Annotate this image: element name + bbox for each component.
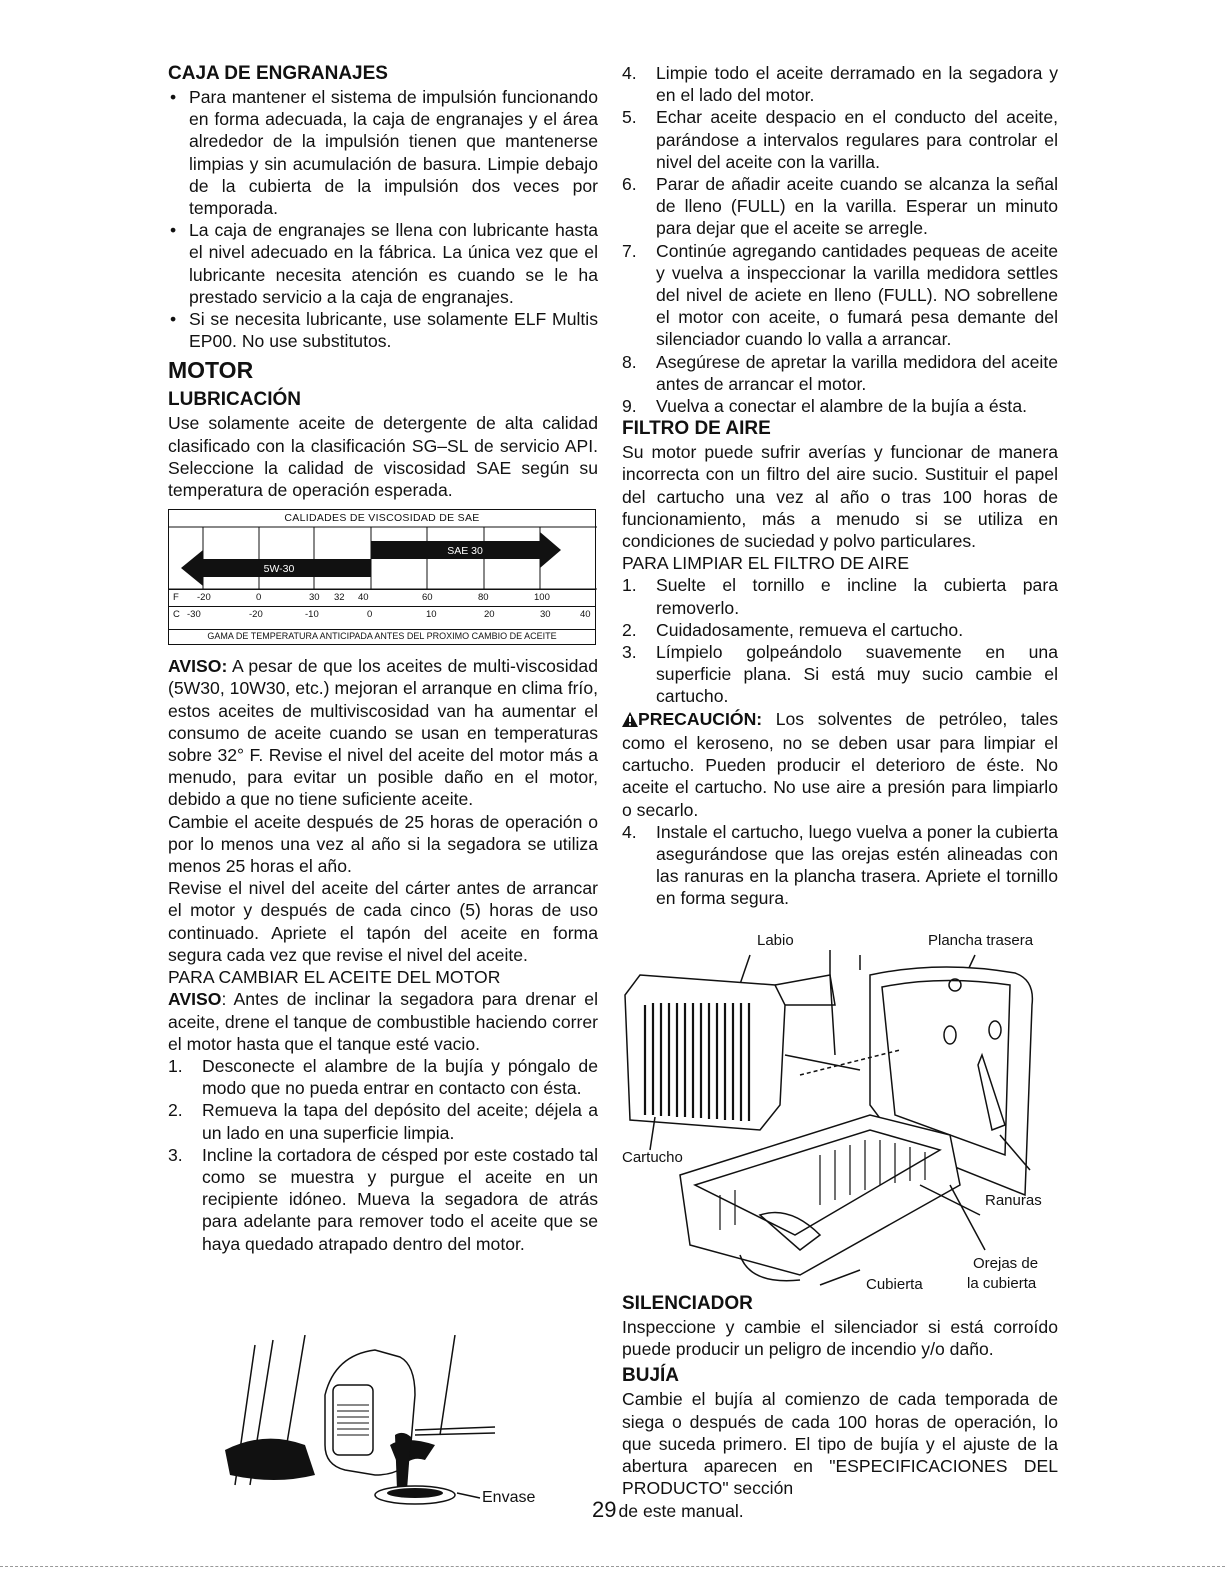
clean-filter-steps-continued [622, 821, 1058, 910]
step-text: Echar aceite despacio en el conducto del aceite, parándose a intervalos regulares para controlar el nivel del aceite con la varilla. [656, 107, 1058, 172]
list-item [622, 351, 1058, 395]
fahrenheit-scale [169, 589, 595, 605]
f-tick: 30 [309, 592, 320, 604]
5w30-label: 5W-30 [263, 563, 295, 576]
cover-tabs-label-2: la cubierta [967, 1275, 1037, 1292]
muffler-text: Inspeccione y cambie el silenciador si está corroído puede producir un peligro de incendio y/o daño. [622, 1317, 1058, 1360]
oil-change-steps [168, 1055, 598, 1255]
step-number: 5. [622, 107, 637, 128]
list-item [622, 821, 1058, 910]
f-tick: 40 [358, 592, 369, 604]
notice-text-2: : Antes de inclinar la segadora para drenar el aceite, drene el tanque de combustible haciendo correr el motor hasta que el tanque esté vacio. [168, 989, 598, 1054]
notice-label: AVISO: [168, 656, 228, 677]
cover-label: Cubierta [866, 1276, 923, 1293]
c-tick: 30 [540, 609, 551, 621]
step-number: 7. [622, 240, 637, 261]
gear-box-list [168, 86, 598, 352]
container-label: Envase [482, 1489, 536, 1506]
step-number: 8. [622, 351, 637, 372]
step-text: Vuelva a conectar el alambre de la bujía a ésta. [656, 396, 1027, 417]
step-number: 1. [168, 1055, 183, 1076]
notice-text: A pesar de que los aceites de multi-viscosidad (5W30, 10W30, etc.) mejoran el arranque en clima frío, estos aceites de multiviscosidad van ha aumentar el consumo de aceite cuando se usan en temperaturas sobre 32° F. Revise el nivel del aceite del motor más a menudo, para evitar un posible daño en el motor, debido a que no tiene suficiente aceite. [168, 656, 598, 810]
list-item [622, 62, 1058, 106]
viscosity-chart-graphic [169, 510, 597, 646]
step-text: Instale el cartucho, luego vuelva a poner la cubierta asegurándose que las orejas estén alineadas con las ranuras en la plancha trasera. Apriete el tornillo en forma segura. [656, 821, 1058, 909]
list-item [622, 395, 1058, 417]
step-text: Continúe agregando cantidades pequeas de aceite y vuelva a inspeccionar la varilla medidora settles del nivel de aciete en lleno (FULL). NO sobrellene el motor con aceite, o fumará pesa demante del silenciador cuando lo valla a arrancar. [656, 240, 1058, 350]
change-oil-heading: PARA CAMBIAR EL ACEITE DEL MOTOR [168, 967, 501, 988]
f-tick: 100 [534, 592, 550, 604]
oil-change-text: Cambie el aceite después de 25 horas de operación o por lo menos una vez al año si la segadora se utiliza menos 25 horas el año. [168, 811, 598, 877]
motor-heading: MOTOR [168, 357, 254, 384]
air-filter-heading: FILTRO DE AIRE [622, 418, 771, 440]
step-number: 6. [622, 174, 637, 195]
caution-text: Los solventes de petróleo, tales como el keroseno, no se deben usar para limpiar el cartucho. Pueden producir el deterioro de éste. No aceite el cartucho. No use aire a presión para limpiarlo o secarlo. [622, 708, 1058, 820]
muffler-heading: SILENCIADOR [622, 1293, 753, 1314]
caution-label: PRECAUCIÓN: [638, 708, 763, 729]
list-item [622, 106, 1058, 173]
step-text: Parar de añadir aceite cuando se alcanza la señal de lleno (FULL) en la varilla. Esperar un minuto para dejar que el aceite se arregle. [656, 174, 1058, 239]
step-number: 9. [622, 396, 637, 417]
c-tick: 40 [580, 609, 591, 621]
warning-icon [622, 710, 638, 732]
lower-right-column [592, 1292, 1058, 1523]
list-item [168, 1144, 598, 1255]
right-column [622, 62, 1058, 910]
list-item [622, 240, 1058, 351]
list-item [622, 173, 1058, 240]
notice-label-2: AVISO [168, 989, 222, 1010]
lubrication-text: Use solamente aceite de detergente de alta calidad clasificado con la clasificación SG–SL de servicio API. Seleccione la calidad de viscosidad SAE según su temperatura de operación esperada. [168, 413, 598, 501]
notice-paragraph-2 [168, 988, 598, 1055]
sae30-label: SAE 30 [447, 545, 483, 558]
step-number: 2. [168, 1100, 183, 1121]
oil-check-text: Revise el nivel del aceite del cárter antes de arrancar el motor y después de cada cinco (5) horas de uso continuado. Apriete el tapón del aceite en forma segura cada vez que revise el nivel del aceite. [168, 878, 598, 965]
spark-plug-text: Cambie el bujía al comienzo de cada temporada de siega o después de cada 100 horas de operación, lo que suceda primero. El tipo de bujía y el ajuste de la abertura aparecen en "ESPECIFICACIONES DEL PRODUCTO" sección [622, 1389, 1058, 1499]
spark-plug-heading: BUJÍA [622, 1365, 680, 1387]
list-item: • La caja de engranajes se llena con lubricante hasta el nivel adecuado en la fábrica. La única vez que el lubricante necesita atención es cuando se le ha prestado servicio a la caja de engranajes. [168, 219, 598, 308]
page-bottom-edge [0, 1566, 1225, 1567]
clean-filter-steps [622, 574, 1058, 707]
step-number: 1. [622, 575, 637, 596]
step-number: 3. [168, 1144, 183, 1165]
f-label: F [173, 592, 179, 604]
step-text: Desconecte el alambre de la bujía y póngalo de modo que no pueda entrar en contacto con ésta. [202, 1055, 598, 1099]
notice-paragraph [168, 655, 598, 810]
f-tick: 32 [334, 592, 345, 604]
c-label: C [173, 609, 180, 621]
list-item: • Para mantener el sistema de impulsión funcionando en forma adecuada, la caja de engranajes y el área alrededor de la impulsión tienen que mantenerse limpias y sin acumulación de basura. Limpie debajo de la cubierta de la impulsión dos veces por temporada. [168, 86, 598, 219]
oil-drain-illustration [225, 1335, 525, 1510]
step-text: Limpie todo el aceite derramado en la segadora y en el lado del motor. [656, 63, 1058, 106]
list-item [622, 641, 1058, 708]
list-item [622, 619, 1058, 641]
c-tick: -10 [305, 609, 319, 621]
cartridge-label: Cartucho [622, 1149, 683, 1166]
caution-paragraph [622, 708, 1058, 821]
clean-filter-heading: PARA LIMPIAR EL FILTRO DE AIRE [622, 553, 910, 574]
page-footer-line [592, 1497, 1058, 1523]
step-number: 2. [622, 619, 637, 640]
gear-box-heading: CAJA DE ENGRANAJES [168, 63, 388, 84]
list-item [168, 1055, 598, 1099]
air-filter-text: Su motor puede sufrir averías y funcionar de manera incorrecta con un filtro del aire sucio. Sustituir el papel del cartucho una vez al año o tras 100 horas de funcionamiento, más a menudo si se utiliza en condiciones de suciedad y polvo particulares. [622, 442, 1058, 552]
step-number: 4. [622, 63, 637, 83]
f-tick: -20 [197, 592, 211, 604]
left-column [168, 62, 598, 1255]
c-tick: 20 [484, 609, 495, 621]
list-item: • Si se necesita lubricante, use solamente ELF Multis EP00. No use substitutos. [168, 308, 598, 352]
f-tick: 80 [478, 592, 489, 604]
chart-title: CALIDADES DE VISCOSIDAD DE SAE [284, 512, 480, 525]
step-text: Cuidadosamente, remueva el cartucho. [656, 619, 964, 640]
step-number: 3. [622, 642, 637, 663]
cover-tabs-label-1: Orejas de [973, 1255, 1039, 1272]
slots-label: Ranuras [985, 1192, 1042, 1209]
step-text: Incline la cortadora de césped por este costado tal como se muestra y purgue el aceite en un recipiente idóneo. Mueva la segadora de atrás para adelante para remover todo el aceite que se haya quedado atrapado dentro del motor. [202, 1144, 598, 1254]
f-tick: 60 [422, 592, 433, 604]
lip-label: Labio [757, 932, 794, 949]
air-filter-illustration [620, 945, 1060, 1295]
lubrication-heading: LUBRICACIÓN [168, 389, 301, 411]
list-item [168, 1099, 598, 1143]
page-number: 29 [592, 1497, 617, 1523]
celsius-scale [169, 606, 595, 622]
viscosity-chart [168, 509, 596, 645]
step-text: Suelte el tornillo e incline la cubierta para removerlo. [656, 575, 1058, 618]
step-text: Remueva la tapa del depósito del aceite; déjela a un lado en una superficie limpia. [202, 1100, 598, 1143]
back-plate-label: Plancha trasera [928, 932, 1034, 949]
c-tick: -30 [187, 609, 201, 621]
c-tick: 10 [426, 609, 437, 621]
oil-change-steps-continued [622, 62, 1058, 417]
page-tail-text: de este manual. [618, 1501, 744, 1522]
chart-footer: GAMA DE TEMPERATURA ANTICIPADA ANTES DEL PROXIMO CAMBIO DE ACEITE [169, 629, 595, 644]
c-tick: -20 [249, 609, 263, 621]
f-tick: 0 [256, 592, 262, 604]
list-item [622, 574, 1058, 618]
step-number: 4. [622, 821, 637, 842]
step-text: Límpielo golpeándolo suavemente en una superficie plana. Si está muy sucio cambie el cartucho. [656, 642, 1058, 707]
step-text: Asegúrese de apretar la varilla medidora del aceite antes de arrancar el motor. [656, 351, 1058, 394]
c-tick: 0 [367, 609, 373, 621]
